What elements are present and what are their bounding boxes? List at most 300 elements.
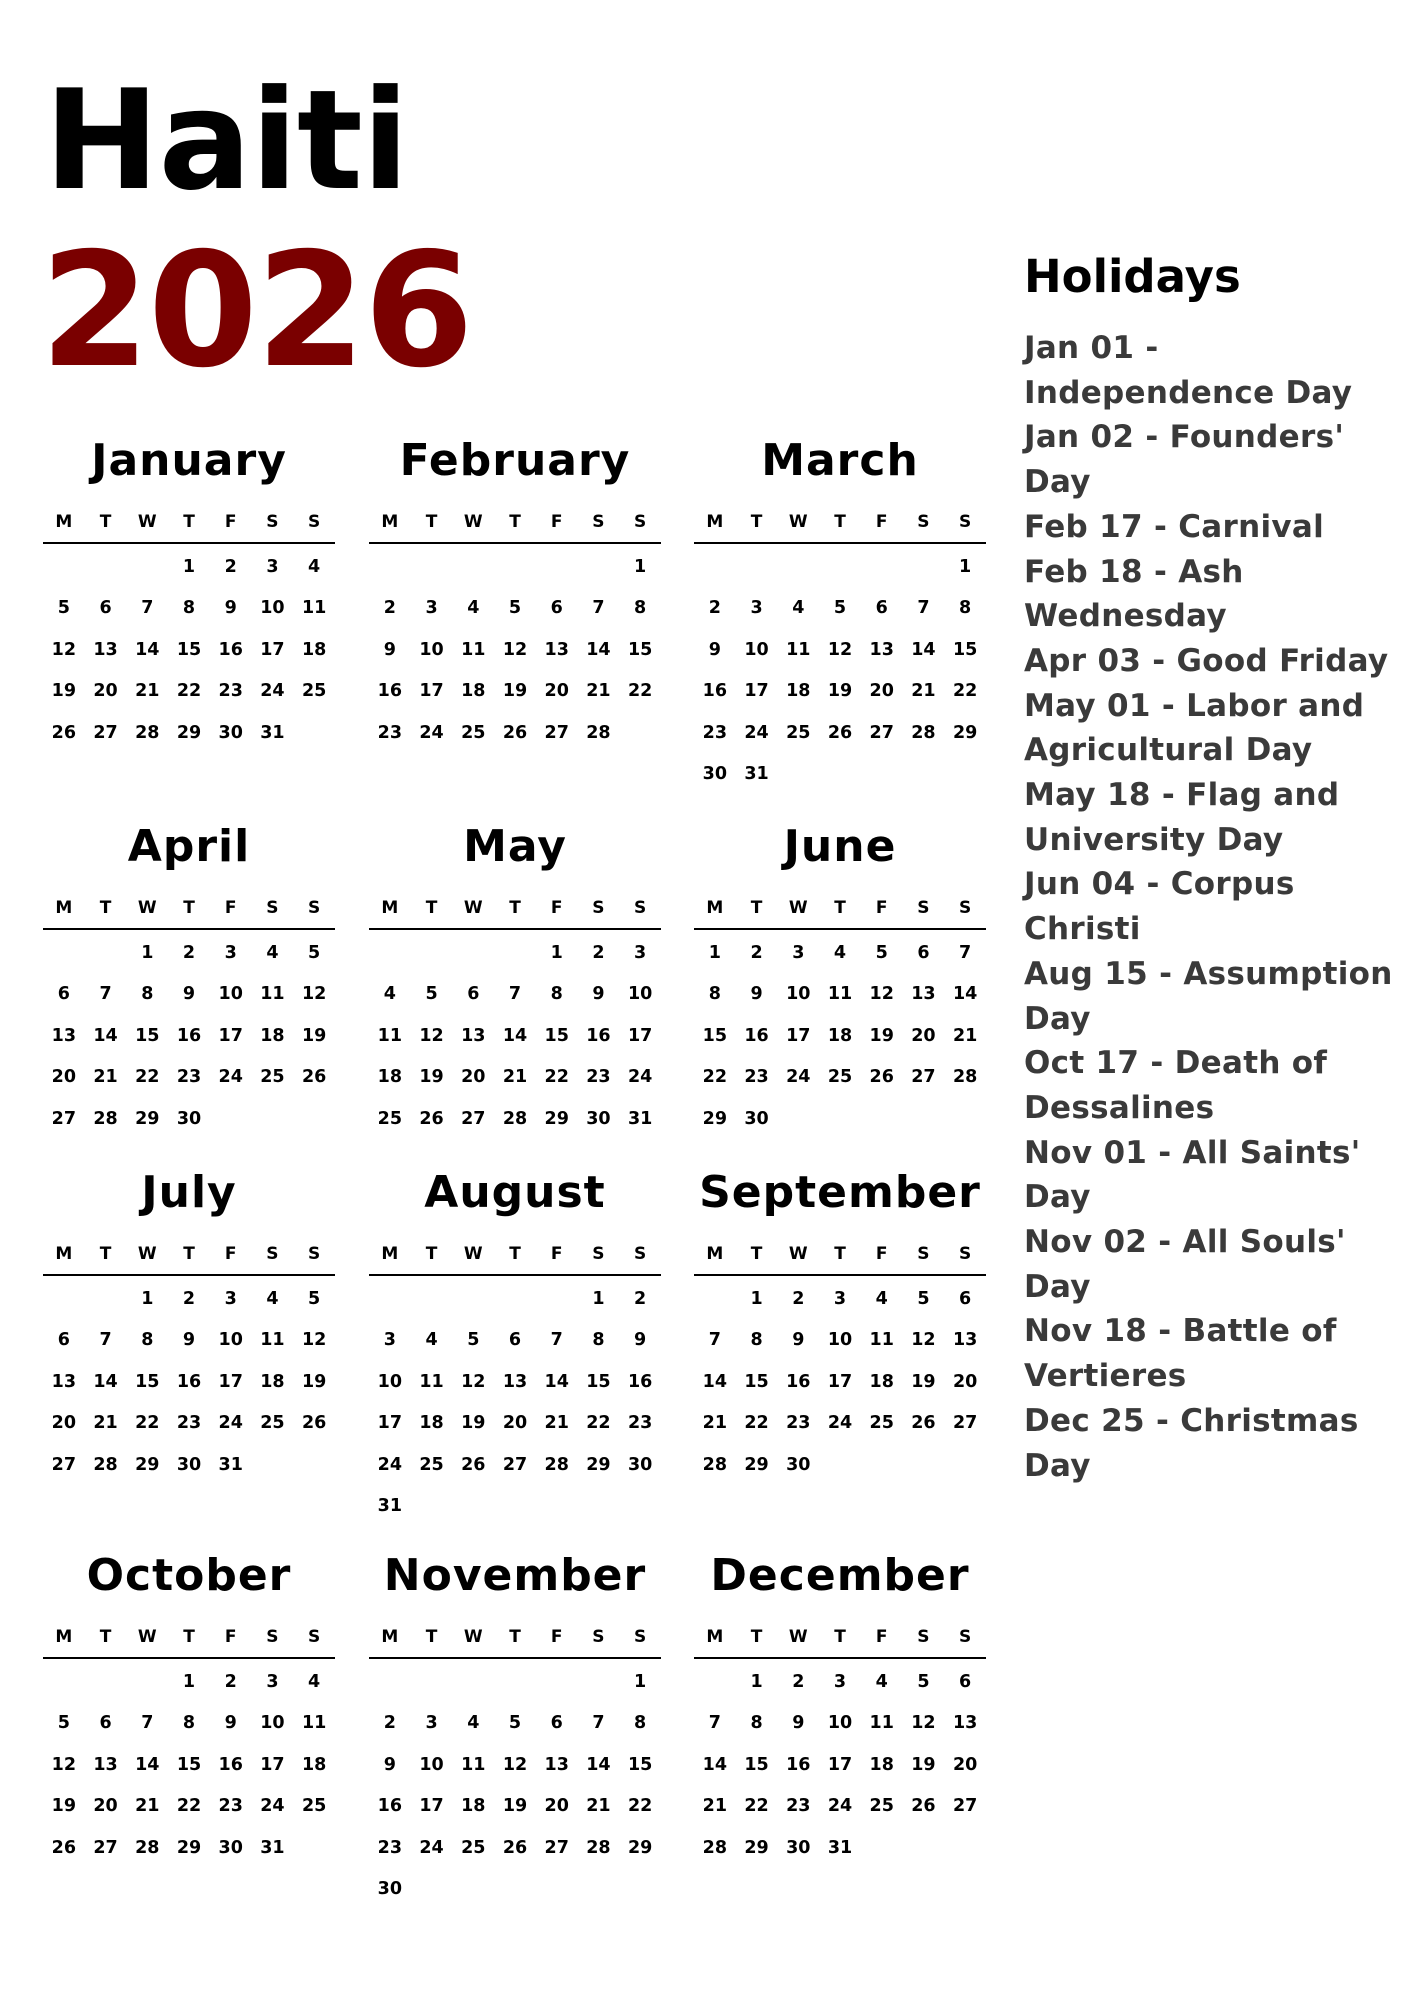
- day-cell: 15: [744, 1754, 769, 1775]
- weekday-label: T: [425, 1627, 438, 1647]
- weekday-label: S: [266, 898, 279, 918]
- day-cell: 1: [141, 942, 154, 963]
- day-cell: 18: [827, 1025, 853, 1046]
- day-cell: 1: [959, 556, 972, 577]
- day-cell: 14: [544, 1371, 569, 1392]
- holiday-item: Aug 15 - Assumption Day: [1024, 955, 1393, 1037]
- day-cell: 17: [786, 1025, 811, 1046]
- day-cell: 16: [744, 1025, 769, 1046]
- day-cell: 4: [792, 598, 805, 619]
- day-cell: 5: [308, 1288, 321, 1309]
- day-cell: 15: [586, 1371, 611, 1392]
- day-cell: 25: [301, 1796, 327, 1817]
- day-cell: 24: [377, 1454, 403, 1475]
- weekday-label: W: [788, 1627, 808, 1647]
- weekday-header: [694, 1238, 986, 1276]
- month-name: September: [699, 1167, 981, 1218]
- day-cell: 28: [911, 722, 936, 743]
- day-cell: 15: [952, 639, 978, 660]
- weekday-label: S: [592, 898, 605, 918]
- weekday-label: M: [55, 512, 73, 532]
- holiday-item: Jan 01 - Independence Day: [1024, 330, 1353, 411]
- day-cell: 4: [875, 1671, 888, 1692]
- day-cell: 12: [502, 1754, 528, 1775]
- day-grid: [43, 1278, 335, 1486]
- weekday-label: W: [137, 1244, 157, 1264]
- weekday-label: T: [99, 1627, 112, 1647]
- day-cell: 13: [544, 639, 569, 660]
- day-cell: 19: [51, 681, 77, 702]
- weekday-label: M: [381, 1244, 399, 1264]
- day-cell: 23: [586, 1067, 611, 1088]
- day-cell: 11: [461, 1754, 486, 1775]
- day-cell: 15: [744, 1371, 769, 1392]
- weekday-header: [43, 506, 335, 544]
- day-cell: 2: [182, 1288, 196, 1309]
- day-cell: 30: [744, 1108, 769, 1129]
- day-cell: 21: [544, 1413, 569, 1434]
- weekday-label: F: [875, 1627, 888, 1647]
- weekday-label: W: [463, 512, 483, 532]
- weekday-label: M: [55, 898, 73, 918]
- day-cell: 3: [224, 1288, 237, 1309]
- day-cell: 27: [461, 1108, 486, 1129]
- day-cell: 23: [218, 681, 243, 702]
- day-cell: 6: [99, 1713, 112, 1734]
- day-cell: 18: [260, 1025, 285, 1046]
- day-cell: 30: [377, 1879, 403, 1900]
- day-cell: 16: [627, 1371, 653, 1392]
- month-name: November: [383, 1550, 647, 1601]
- day-cell: 27: [869, 722, 894, 743]
- day-cell: 13: [93, 639, 118, 660]
- day-cell: 12: [911, 1330, 936, 1351]
- day-cell: 27: [544, 722, 569, 743]
- weekday-label: T: [183, 512, 195, 532]
- day-cell: 30: [176, 1108, 202, 1129]
- day-cell: 10: [827, 1330, 853, 1351]
- day-cell: 1: [550, 942, 563, 963]
- day-cell: 26: [502, 722, 528, 743]
- month-june: [694, 816, 986, 1140]
- day-cell: 22: [744, 1413, 769, 1434]
- day-cell: 26: [51, 722, 77, 743]
- weekday-label: S: [266, 1627, 279, 1647]
- weekday-label: W: [788, 1244, 808, 1264]
- day-cell: 6: [959, 1671, 972, 1692]
- day-cell: 18: [301, 1754, 327, 1775]
- day-cell: 25: [827, 1067, 853, 1088]
- weekday-label: S: [917, 1627, 930, 1647]
- day-cell: 1: [634, 556, 647, 577]
- weekday-label: S: [592, 1627, 605, 1647]
- day-cell: 8: [708, 984, 721, 1005]
- day-cell: 3: [224, 942, 237, 963]
- day-cell: 7: [99, 1330, 112, 1351]
- day-cell: 28: [586, 722, 611, 743]
- day-cell: 6: [508, 1330, 522, 1351]
- day-cell: 28: [952, 1067, 978, 1088]
- weekday-label: M: [381, 512, 399, 532]
- day-cell: 13: [461, 1025, 486, 1046]
- weekday-header: [43, 1238, 335, 1276]
- day-cell: 23: [377, 722, 403, 743]
- weekday-label: F: [550, 1627, 563, 1647]
- day-cell: 28: [93, 1454, 118, 1475]
- day-cell: 3: [383, 1330, 396, 1351]
- day-cell: 24: [627, 1067, 653, 1088]
- day-cell: 28: [93, 1108, 118, 1129]
- day-cell: 3: [425, 598, 438, 619]
- day-cell: 22: [702, 1067, 728, 1088]
- day-cell: 2: [224, 1671, 237, 1692]
- day-cell: 25: [786, 722, 811, 743]
- calendar-grid: [43, 430, 993, 1960]
- day-cell: 18: [461, 1796, 486, 1817]
- day-cell: 10: [827, 1713, 853, 1734]
- weekday-header: [369, 506, 661, 544]
- day-cell: 27: [93, 1837, 118, 1858]
- weekday-label: M: [706, 1627, 724, 1647]
- day-cell: 30: [218, 722, 243, 743]
- day-grid: [43, 546, 335, 754]
- day-cell: 6: [875, 598, 888, 619]
- holiday-item: May 18 - Flag and University Day: [1024, 777, 1340, 858]
- month-name: May: [463, 821, 567, 872]
- day-cell: 6: [467, 984, 480, 1005]
- weekday-label: S: [959, 1627, 972, 1647]
- weekday-label: T: [750, 898, 763, 918]
- day-cell: 6: [57, 1330, 70, 1351]
- day-cell: 29: [176, 722, 202, 743]
- day-cell: 4: [467, 1713, 480, 1734]
- weekday-label: M: [55, 1627, 73, 1647]
- weekday-label: F: [550, 1244, 563, 1264]
- day-cell: 27: [952, 1413, 978, 1434]
- day-cell: 4: [467, 598, 480, 619]
- weekday-label: F: [550, 898, 563, 918]
- day-cell: 20: [952, 1754, 978, 1775]
- day-cell: 13: [51, 1025, 77, 1046]
- day-cell: 2: [792, 1671, 805, 1692]
- day-cell: 15: [627, 639, 653, 660]
- day-cell: 4: [308, 556, 321, 577]
- day-cell: 10: [627, 984, 653, 1005]
- day-cell: 20: [544, 1796, 569, 1817]
- day-cell: 16: [176, 1025, 202, 1046]
- day-cell: 19: [827, 681, 853, 702]
- month-april: [43, 816, 335, 1140]
- day-cell: 22: [544, 1067, 569, 1088]
- day-cell: 20: [51, 1413, 77, 1434]
- day-cell: 17: [218, 1371, 243, 1392]
- day-cell: 12: [869, 984, 894, 1005]
- day-cell: 28: [586, 1837, 611, 1858]
- day-cell: 29: [744, 1837, 769, 1858]
- day-cell: 3: [266, 1671, 279, 1692]
- weekday-label: T: [425, 1244, 438, 1264]
- day-cell: 7: [917, 598, 930, 619]
- day-cell: 18: [419, 1413, 444, 1434]
- day-cell: 15: [702, 1025, 728, 1046]
- day-cell: 3: [792, 942, 805, 963]
- day-cell: 11: [301, 1713, 327, 1734]
- day-cell: 8: [959, 598, 972, 619]
- day-cell: 17: [627, 1025, 653, 1046]
- day-cell: 23: [377, 1837, 403, 1858]
- holiday-item: May 01 - Labor and Agricultural Day: [1024, 687, 1365, 769]
- day-cell: 5: [425, 984, 438, 1005]
- day-cell: 16: [786, 1371, 811, 1392]
- day-cell: 26: [869, 1067, 894, 1088]
- weekday-label: W: [788, 898, 808, 918]
- day-cell: 27: [502, 1454, 528, 1475]
- weekday-label: T: [750, 1627, 763, 1647]
- day-cell: 8: [141, 1330, 154, 1351]
- weekday-label: W: [463, 1627, 483, 1647]
- day-cell: 6: [57, 984, 70, 1005]
- weekday-label: M: [706, 1244, 724, 1264]
- day-cell: 30: [218, 1837, 243, 1858]
- weekday-label: S: [308, 1627, 321, 1647]
- day-cell: 9: [383, 639, 396, 660]
- weekday-label: F: [224, 898, 237, 918]
- day-cell: 5: [508, 1713, 522, 1734]
- day-cell: 9: [792, 1330, 805, 1351]
- weekday-label: S: [592, 1244, 605, 1264]
- holiday-item: Nov 18 - Battle of Vertieres: [1024, 1313, 1337, 1395]
- day-cell: 19: [869, 1025, 894, 1046]
- day-cell: 24: [260, 1796, 285, 1817]
- weekday-label: M: [55, 1244, 73, 1264]
- day-cell: 7: [141, 1713, 154, 1734]
- day-cell: 28: [135, 722, 160, 743]
- day-cell: 22: [627, 681, 653, 702]
- day-cell: 13: [544, 1754, 569, 1775]
- day-cell: 17: [377, 1413, 403, 1434]
- day-cell: 4: [833, 942, 847, 963]
- day-cell: 2: [792, 1288, 805, 1309]
- day-cell: 19: [301, 1025, 327, 1046]
- day-cell: 24: [827, 1413, 853, 1434]
- holiday-item: Jan 02 - Founders' Day: [1024, 419, 1345, 501]
- day-cell: 21: [702, 1796, 728, 1817]
- day-cell: 22: [176, 681, 202, 702]
- day-cell: 30: [586, 1108, 611, 1129]
- day-cell: 21: [502, 1067, 528, 1088]
- day-cell: 2: [634, 1288, 647, 1309]
- day-cell: 29: [702, 1108, 728, 1129]
- weekday-label: W: [137, 898, 157, 918]
- day-cell: 30: [786, 1454, 811, 1475]
- day-cell: 21: [135, 681, 160, 702]
- day-cell: 15: [135, 1371, 160, 1392]
- day-cell: 14: [586, 1754, 611, 1775]
- day-cell: 16: [218, 639, 243, 660]
- day-cell: 17: [827, 1371, 853, 1392]
- day-cell: 20: [502, 1413, 528, 1434]
- weekday-label: W: [463, 1244, 483, 1264]
- day-cell: 2: [383, 1713, 396, 1734]
- weekday-header: [369, 1621, 661, 1659]
- holiday-item: Feb 18 - Ash Wednesday: [1024, 553, 1244, 635]
- day-cell: 31: [377, 1496, 403, 1517]
- day-cell: 30: [627, 1454, 653, 1475]
- day-cell: 6: [550, 598, 563, 619]
- day-cell: 2: [383, 598, 396, 619]
- day-cell: 4: [875, 1288, 888, 1309]
- day-cell: 16: [702, 681, 728, 702]
- day-cell: 12: [827, 639, 853, 660]
- day-cell: 17: [218, 1025, 243, 1046]
- day-cell: 9: [634, 1330, 647, 1351]
- month-name: June: [783, 821, 897, 872]
- day-cell: 7: [708, 1330, 721, 1351]
- day-cell: 30: [702, 764, 728, 785]
- month-name: March: [761, 435, 919, 486]
- day-cell: 18: [869, 1371, 894, 1392]
- day-cell: 25: [461, 1837, 486, 1858]
- day-cell: 17: [744, 681, 769, 702]
- day-cell: 6: [917, 942, 930, 963]
- day-cell: 5: [57, 1713, 70, 1734]
- day-cell: 31: [627, 1108, 653, 1129]
- weekday-label: S: [308, 898, 321, 918]
- day-grid: [369, 932, 661, 1140]
- day-cell: 5: [508, 598, 522, 619]
- day-cell: 18: [377, 1067, 403, 1088]
- day-cell: 6: [959, 1288, 972, 1309]
- day-cell: 7: [99, 984, 112, 1005]
- day-cell: 14: [502, 1025, 528, 1046]
- day-cell: 7: [592, 1713, 605, 1734]
- day-cell: 15: [176, 1754, 202, 1775]
- day-cell: 31: [744, 764, 769, 785]
- day-cell: 10: [744, 639, 769, 660]
- day-cell: 19: [911, 1754, 936, 1775]
- day-cell: 20: [51, 1067, 77, 1088]
- day-cell: 20: [93, 1796, 118, 1817]
- month-august: [369, 1162, 661, 1527]
- day-cell: 25: [869, 1413, 894, 1434]
- weekday-label: F: [224, 1627, 237, 1647]
- year-title: 2026: [40, 219, 472, 403]
- holidays-heading: Holidays: [1024, 250, 1241, 303]
- weekday-label: M: [706, 512, 724, 532]
- day-cell: 8: [750, 1330, 763, 1351]
- day-cell: 4: [266, 1288, 279, 1309]
- day-cell: 8: [182, 598, 196, 619]
- day-cell: 20: [93, 681, 118, 702]
- day-cell: 10: [419, 1754, 444, 1775]
- day-cell: 12: [51, 1754, 77, 1775]
- day-cell: 26: [461, 1454, 486, 1475]
- day-cell: 17: [260, 1754, 285, 1775]
- month-name: October: [86, 1550, 292, 1601]
- day-cell: 20: [461, 1067, 486, 1088]
- day-cell: 11: [786, 639, 811, 660]
- day-cell: 23: [786, 1413, 811, 1434]
- day-cell: 21: [911, 681, 936, 702]
- day-cell: 19: [502, 681, 528, 702]
- weekday-label: W: [788, 512, 808, 532]
- day-cell: 14: [93, 1371, 118, 1392]
- day-cell: 9: [592, 984, 605, 1005]
- day-cell: 29: [135, 1108, 160, 1129]
- weekday-header: [694, 506, 986, 544]
- day-cell: 18: [869, 1754, 894, 1775]
- day-cell: 9: [182, 1330, 196, 1351]
- holidays-panel: [1024, 250, 1404, 1488]
- day-cell: 16: [176, 1371, 202, 1392]
- month-name: July: [141, 1167, 237, 1218]
- weekday-label: T: [750, 1244, 763, 1264]
- weekday-header: [694, 1621, 986, 1659]
- day-cell: 23: [218, 1796, 243, 1817]
- day-cell: 25: [301, 681, 327, 702]
- day-cell: 29: [744, 1454, 769, 1475]
- day-cell: 21: [135, 1796, 160, 1817]
- day-cell: 12: [301, 1330, 327, 1351]
- holiday-item: Nov 02 - All Souls' Day: [1024, 1224, 1346, 1305]
- weekday-label: T: [99, 512, 112, 532]
- weekday-label: W: [137, 512, 157, 532]
- weekday-label: S: [634, 512, 647, 532]
- day-cell: 3: [833, 1288, 847, 1309]
- weekday-label: S: [308, 512, 321, 532]
- day-cell: 26: [911, 1796, 936, 1817]
- day-cell: 26: [419, 1108, 444, 1129]
- weekday-label: T: [99, 898, 112, 918]
- day-cell: 5: [57, 598, 70, 619]
- day-cell: 27: [544, 1837, 569, 1858]
- month-february: [369, 430, 661, 754]
- month-december: [694, 1545, 986, 1869]
- day-grid: [694, 546, 986, 795]
- month-name: January: [91, 435, 287, 486]
- day-cell: 11: [869, 1713, 894, 1734]
- weekday-label: S: [959, 1244, 972, 1264]
- day-cell: 16: [586, 1025, 611, 1046]
- day-cell: 8: [634, 598, 647, 619]
- weekday-label: T: [425, 898, 438, 918]
- day-cell: 23: [786, 1796, 811, 1817]
- day-cell: 9: [182, 984, 196, 1005]
- day-cell: 14: [702, 1754, 728, 1775]
- day-cell: 12: [911, 1713, 936, 1734]
- day-cell: 3: [425, 1713, 438, 1734]
- holiday-item: Oct 17 - Death of Dessalines: [1024, 1045, 1328, 1126]
- day-cell: 28: [702, 1454, 728, 1475]
- day-cell: 10: [218, 1330, 243, 1351]
- day-grid: [369, 546, 661, 754]
- day-cell: 10: [377, 1371, 403, 1392]
- day-grid: [369, 1661, 661, 1910]
- day-cell: 7: [708, 1713, 721, 1734]
- day-cell: 5: [833, 598, 847, 619]
- day-cell: 12: [419, 1025, 444, 1046]
- day-grid: [43, 932, 335, 1140]
- day-cell: 18: [461, 681, 486, 702]
- day-cell: 20: [911, 1025, 936, 1046]
- weekday-label: S: [592, 512, 605, 532]
- day-cell: 5: [875, 942, 888, 963]
- weekday-label: W: [463, 898, 483, 918]
- day-cell: 9: [224, 598, 237, 619]
- day-cell: 2: [708, 598, 721, 619]
- month-october: [43, 1545, 335, 1869]
- day-cell: 4: [425, 1330, 438, 1351]
